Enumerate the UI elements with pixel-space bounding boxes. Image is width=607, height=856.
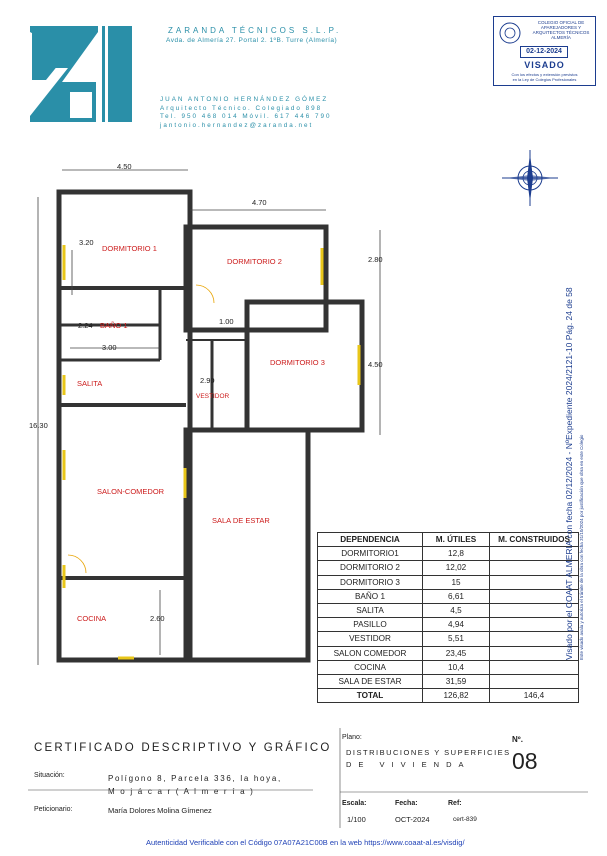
table-total-row: TOTAL 126,82 146,4 [318,689,579,703]
table-row: SALA DE ESTAR 31,59 [318,674,579,688]
plano-label: Plano: [342,734,362,741]
room-label-salita: SALITA [77,379,103,388]
table-row: SALITA 4,5 [318,603,579,617]
escala-label: Escala: [342,800,367,807]
table-row: DORMITORIO1 12,8 [318,547,579,561]
peticionario-label: Peticionario: [34,806,73,813]
title-block-lines [28,728,588,828]
table-row: PASILLO 4,94 [318,618,579,632]
dim-left: 16.30 [29,421,48,430]
dim-4: 1.00 [219,317,234,326]
dim-right-1: 2.80 [368,255,383,264]
table-row: SALON COMEDOR 23,45 [318,646,579,660]
stamp-label: VISADO [524,60,565,70]
architect-phone: Tel. 950 468 014 Móvil. 617 446 790 [160,113,332,120]
certificate-title: CERTIFICADO DESCRIPTIVO Y GRÁFICO [34,742,332,754]
dim-mid-top: 4.70 [252,198,267,207]
table-row: DORMITORIO 3 15 [318,575,579,589]
college-seal-icon [497,21,523,45]
escala-value: 1/100 [347,815,366,824]
table-row: VESTIDOR 5,51 [318,632,579,646]
ref-value: cert-839 [453,816,477,823]
architect-email: jantonio.hernandez@zaranda.net [160,121,314,129]
north-compass-icon [500,148,560,208]
peticionario-value: María Dolores Molina Gímenez [108,806,212,815]
fecha-label: Fecha: [395,800,418,807]
fecha-value: OCT-2024 [395,815,430,824]
dim-right-2: 4.50 [368,360,383,369]
table-row: COCINA 10,4 [318,660,579,674]
stamp-note: Con los efectos y extensión previstos en la Ley de Colegios Profesionales [511,72,578,82]
dim-2: 2.24 [78,321,93,330]
table-row: DORMITORIO 2 12,02 [318,561,579,575]
dim-1: 3.20 [79,238,94,247]
stamp-date: 02-12-2024 [520,46,568,58]
table-header-row [318,533,579,547]
room-label-dormitorio-3: DORMITORIO 3 [270,358,325,367]
situacion-value: Polígono 8, Parcela 336, la hoya, M o j á c a r ( A l m e r í a ) [108,774,282,796]
room-label-cocina: COCINA [77,614,107,623]
dim-6: 2.60 [150,614,165,623]
room-label-salon: SALON-COMEDOR [97,487,165,496]
verification-link[interactable]: Autenticidad Verificable con el Código 07A07A21C00B en la web https://www.coaat-al.es/visdig/ [146,838,465,847]
architect-name: JUAN ANTONIO HERNÁNDEZ GÓMEZ [160,96,329,103]
architect-info [160,96,332,130]
room-label-dormitorio-2: DORMITORIO 2 [227,257,282,266]
visado-line-2: Este visado avala y autoriza el trámite de la obra con fecha 31/10/2024 por justificación que obra en este Colegio [579,434,584,660]
col-dependencia: DEPENDENCIA [318,533,423,547]
table-row: BAÑO 1 6,61 [318,589,579,603]
company-name: ZARANDA TÉCNICOS S.L.P. [168,26,342,35]
stamp-org: COLEGIO OFICIAL DE APAREJADORES Y ARQUITECTOS TÉCNICOS ALMERÍA [532,20,590,40]
plan-number-label: Nº. [512,735,523,744]
architect-title: Arquitecto Técnico. Colegiado 898 [160,104,323,112]
col-construidos: M. CONSTRUIDOS [490,533,579,547]
dim-top: 4.50 [117,162,132,171]
room-label-sala-estar: SALA DE ESTAR [212,516,270,525]
visado-stamp [493,16,596,86]
company-logo [26,22,138,126]
plan-number: 08 [512,748,538,774]
visado-line-1: Visado por el COAAT ALMERIA con fecha 02/12/2024 - NºExpediente 2024/2121-10 Pág. 24 de 58 [564,287,574,660]
situacion-label: Situación: [34,772,65,779]
ref-label: Ref: [448,800,462,807]
col-utiles: M. ÚTILES [423,533,490,547]
company-address: Avda. de Almería 27. Portal 2. 1ºB. Turre (Almería) [166,37,338,44]
area-table [317,532,579,703]
dim-3: 3.00 [102,343,117,352]
room-label-dormitorio-1: DORMITORIO 1 [102,244,157,253]
room-label-bano: BAÑO 1 [100,321,128,330]
plano-value: DISTRIBUCIONES Y SUPERFICIES DE VIVIENDA [346,748,511,769]
dim-5: 2.90 [200,376,215,385]
room-label-vestidor: VESTIDOR [196,393,230,400]
